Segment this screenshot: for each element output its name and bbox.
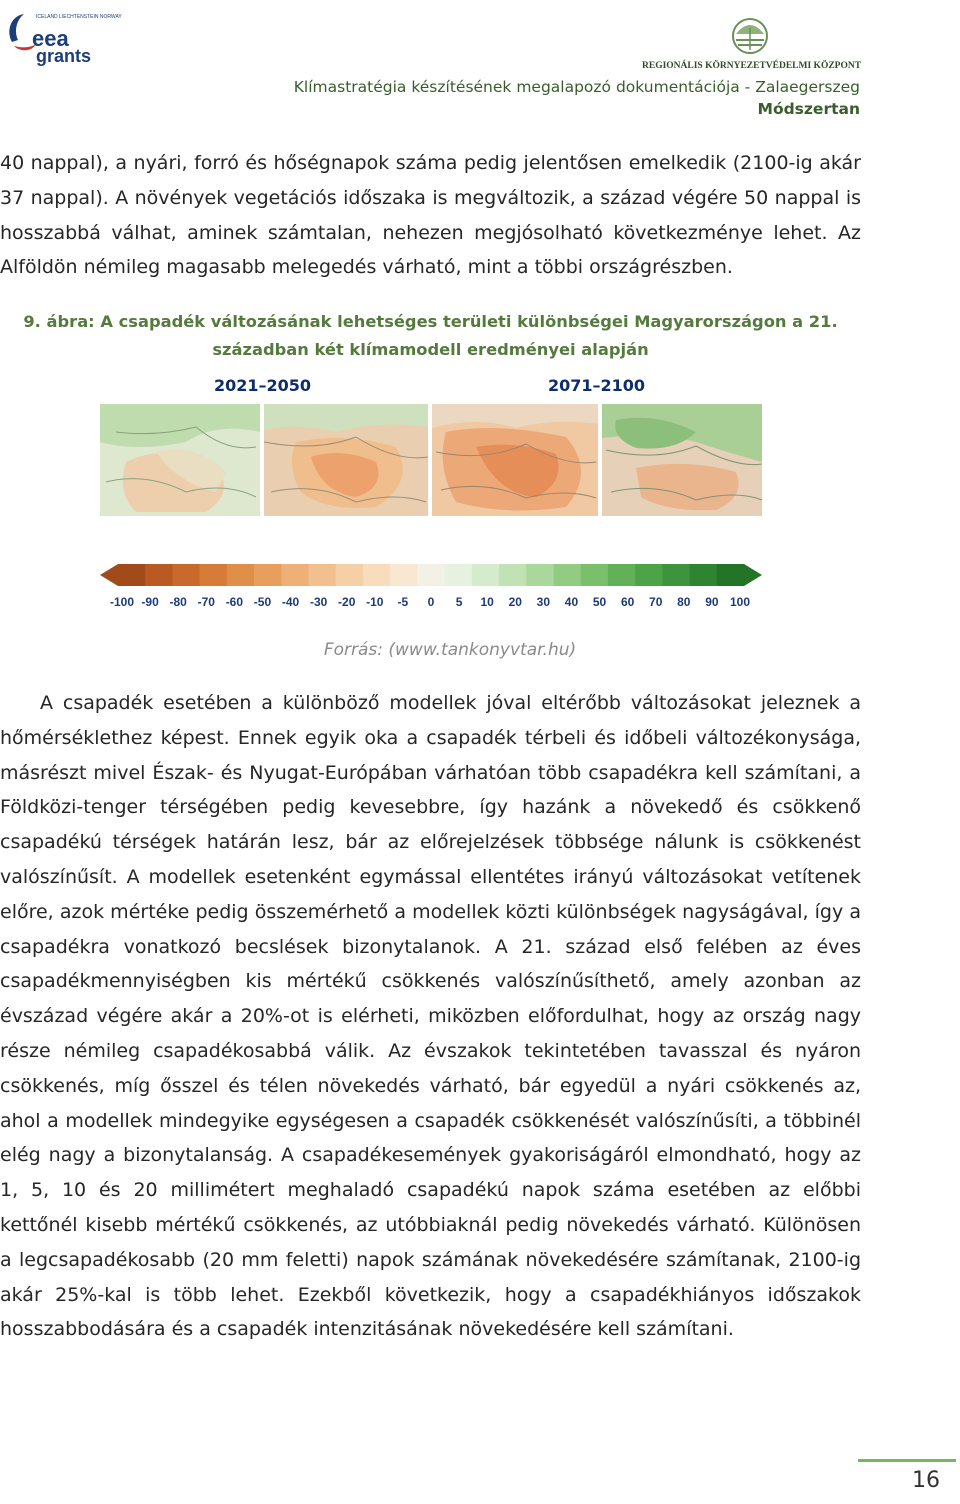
- scale-tick-label: -60: [225, 595, 244, 609]
- scale-segment: [172, 564, 200, 586]
- precipitation-map-figure: [96, 372, 768, 622]
- scale-tick-label: 30: [536, 595, 551, 609]
- eea-logo-small-text: ICELAND LIECHTENSTEIN NORWAY: [36, 14, 122, 20]
- scale-segment: [309, 564, 337, 586]
- scale-tick-label: -40: [281, 595, 300, 609]
- period-label-2071-2100: 2071–2100: [548, 376, 646, 395]
- scale-tick-label: 20: [508, 595, 522, 609]
- scale-segment: [390, 564, 418, 586]
- figure-caption: [0, 308, 861, 364]
- svg-text:eea: eea: [32, 26, 69, 51]
- scale-tick-label: 0: [427, 595, 435, 609]
- paragraph-2: A csapadék esetében a különböző modellek jóval eltérőbb változásokat jeleznek a hőmérséklethez képest. Ennek egyik oka a csapadék térbeli és időbeli változékonysága, másrészt mivel Észak- és Nyugat-Európában várhatóan több csapadékra kell számítani, a Földközi-tenger térségében pedig kevesebbre, így hazánk a növekedő és csökkenő csapadékú térségek határán lesz, bár az előrejelzések többsége nálunk is csökkenést valószínűsít. A modellek esetenként egymással ellentétes irányú változásokat vetítenek előre, azok mértéke pedig összemérhető a modellek közti különbségek nagyságával, így a csapadékra vonatkozó becslések bizonytalanok. A 21. század első felében az éves csapadékmennyiségben kis mértékű csökkenés valószínűsíthető, amely azonban az évszázad végére akár a 20%-ot is elérheti, miközben előfordulhat, hogy az ország nagy része némileg csapadékosabbá válik. Az évszakok tekintetében tavasszal és nyáron csökkenés, míg ősszel és télen növekedés várható, bár egyedül a nyári csökkenés az, ahol a modellek mindegyike egységesen a csapadék csökkenését valószínűsíti, a többinél elég nagy a bizonytalanság. A csapadékesemények gyakoriságáról elmondható, hogy az 1, 5, 10 és 20 millimétert meghaladó csapadékú napok száma esetében az előbbi kettőnél kisebb mértékű csökkenés, az utóbbiaknál pedig növekedés várható. Különösen a legcsapadékosabb (20 mm feletti) napok számának növekedésére számítanak, 2100-ig akár 25%-kal is több lehet. Ezekből következik, hogy a csapadékhiányos időszakok hosszabbodására és a csapadék intenzitásának növekedésére kell számítani.: [0, 692, 861, 1341]
- scale-tick-label: -90: [141, 595, 159, 609]
- scale-segment: [281, 564, 309, 586]
- scale-segment: [227, 564, 255, 586]
- scale-tick-label: -70: [197, 595, 215, 609]
- scale-tick-label: 100: [729, 595, 751, 609]
- scale-tick-label: -100: [109, 595, 135, 609]
- scale-segment: [200, 564, 228, 586]
- scale-tick-label: 5: [455, 595, 463, 609]
- scale-tick-label: -10: [366, 595, 384, 609]
- scale-tick-label: 70: [649, 595, 663, 609]
- scale-segment: [581, 564, 609, 586]
- rkk-logo: [638, 14, 860, 72]
- scale-tick-label: -5: [397, 595, 409, 609]
- scale-segment: [526, 564, 554, 586]
- color-scale-labels: [110, 595, 750, 609]
- scale-segment: [336, 564, 364, 586]
- scale-tick-label: -20: [338, 595, 356, 609]
- figure-caption-line-2: században két klímamodell eredményei alapján: [212, 340, 649, 359]
- paragraph-1: 40 nappal), a nyári, forró és hőségnapok száma pedig jelentősen emelkedik (2100-ig akár 37 nappal). A növények vegetációs időszaka is megváltozik, a század végére 50 nappal is hosszabbá válhat, aminek számtalan, nehezen megjósolható következménye lehet. Az Alföldön némileg magasabb melegedés várható, mint a többi országrészben.: [0, 152, 861, 279]
- scale-segment: [553, 564, 581, 586]
- map-panel-2: [264, 404, 428, 516]
- scale-tick-label: -50: [253, 595, 272, 609]
- map-panel-4: [602, 404, 762, 516]
- scale-tick-label: -30: [309, 595, 328, 609]
- page-number: 16: [912, 1468, 940, 1493]
- figure-caption-line-1: 9. ábra: A csapadék változásának lehetséges területi különbségei Magyarországon a 21.: [23, 312, 838, 331]
- svg-text:grants: grants: [36, 46, 92, 66]
- scale-arrow-right: [744, 564, 762, 586]
- scale-segment: [717, 564, 745, 586]
- scale-segment: [690, 564, 718, 586]
- document-section: Módszertan: [757, 100, 860, 118]
- scale-segment: [417, 564, 445, 586]
- eea-grants-logo: [6, 8, 122, 66]
- map-panel-1: [100, 404, 260, 516]
- period-label-2021-2050: 2021–2050: [214, 376, 312, 395]
- scale-segment: [445, 564, 473, 586]
- scale-segment: [254, 564, 282, 586]
- scale-tick-label: 40: [564, 595, 579, 609]
- scale-segment: [662, 564, 690, 586]
- scale-segment: [118, 564, 146, 586]
- document-title: Klímastratégia készítésének megalapozó dokumentációja - Zalaegerszeg: [293, 78, 860, 96]
- rkk-logo-text: REGIONÁLIS KÖRNYEZETVÉDELMI KÖZPONT: [642, 61, 862, 71]
- scale-tick-label: 80: [677, 595, 691, 609]
- footer-rule: [858, 1459, 956, 1462]
- map-panel-3: [432, 404, 598, 516]
- scale-tick-label: 90: [705, 595, 719, 609]
- figure-source: Forrás: (www.tankonyvtar.hu): [323, 640, 577, 660]
- scale-tick-label: 60: [620, 595, 635, 609]
- scale-segment: [363, 564, 391, 586]
- scale-tick-label: 10: [480, 595, 494, 609]
- scale-segment: [608, 564, 636, 586]
- scale-segment: [499, 564, 527, 586]
- scale-tick-label: 50: [592, 595, 607, 609]
- scale-segment: [472, 564, 500, 586]
- maps-and-scale: [96, 372, 768, 622]
- scale-segment: [145, 564, 173, 586]
- scale-tick-label: -80: [169, 595, 187, 609]
- scale-arrow-left: [100, 564, 118, 586]
- scale-segment: [635, 564, 663, 586]
- color-scale-bar: [100, 564, 762, 586]
